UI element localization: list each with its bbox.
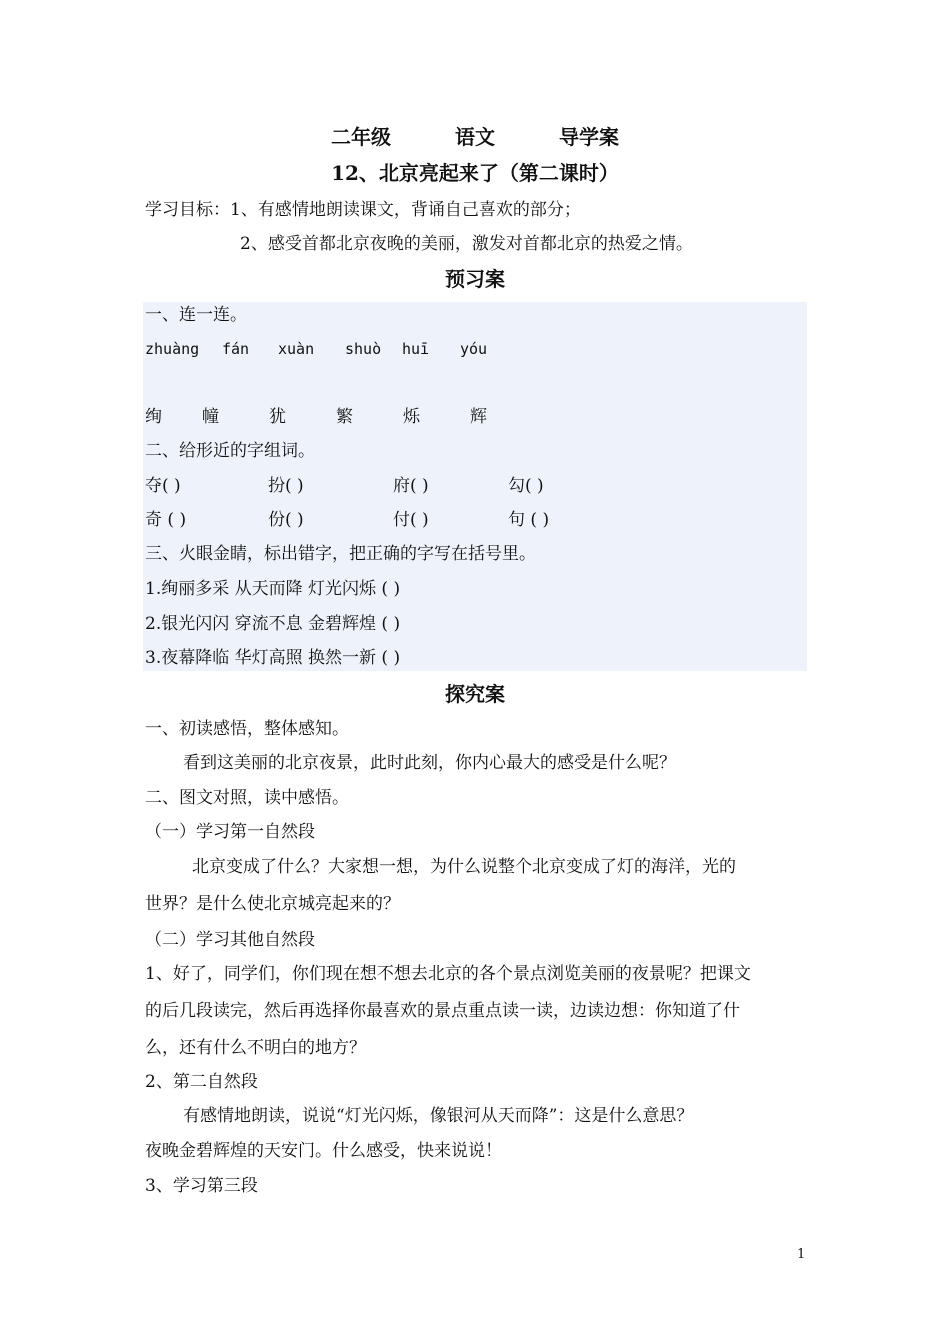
paragraph-text: 有感情地朗读，说说“灯光闪烁，像银河从天而降”：这是什么意思？: [183, 1106, 694, 1126]
word-blank: 奇 ( ): [145, 510, 187, 530]
pinyin-item: zhuàng: [145, 340, 200, 358]
word-blank: 付( ): [393, 510, 429, 530]
objectives-label: 学习目标：: [145, 200, 230, 220]
paragraph-text: 世界？是什么使北京城亮起来的？: [145, 894, 400, 914]
pinyin-item: shuò: [345, 340, 382, 358]
q2-heading: 二、给形近的字组词。: [145, 441, 315, 461]
word-blank: 份( ): [268, 510, 304, 530]
paragraph-text: 1、好了，同学们，你们现在想不想去北京的各个景点浏览美丽的夜景呢？把课文: [145, 964, 751, 984]
document-header: [0, 124, 950, 150]
paragraph-text: 看到这美丽的北京夜景，此时此刻，你内心最大的感受是什么呢？: [183, 753, 676, 773]
subsection-heading: 2、第二自然段: [145, 1072, 258, 1092]
paragraph-text: 北京变成了什么？大家想一想，为什么说整个北京变成了灯的海洋，光的: [192, 857, 736, 877]
subsection-heading: （二）学习其他自然段: [145, 930, 315, 950]
q3-heading: 三、火眼金睛，标出错字，把正确的字写在括号里。: [145, 544, 536, 564]
objective-item: 2、感受首都北京夜晚的美丽，激发对首都北京的热爱之情。: [240, 234, 693, 254]
subject-label: 语文: [455, 125, 495, 149]
lesson-title: 12、北京亮起来了（第二课时）: [331, 161, 619, 185]
pinyin-item: yóu: [460, 340, 488, 358]
page-number: 1: [797, 1247, 806, 1262]
paragraph-text: 夜晚金碧辉煌的天安门。什么感受，快来说说！: [145, 1141, 502, 1161]
word-blank: 句 ( ): [508, 510, 550, 530]
section-heading: 二、图文对照，读中感悟。: [145, 788, 349, 808]
word-blank: 扮( ): [268, 476, 304, 496]
q3-item: 1.绚丽多采 从天而降 灯光闪烁 ( ): [145, 579, 401, 599]
char-item: 犹: [269, 407, 286, 427]
paragraph-text: 么，还有什么不明白的地方？: [145, 1038, 366, 1058]
char-item: 辉: [470, 407, 487, 427]
explore-title: 探究案: [445, 682, 505, 706]
preview-title: 预习案: [445, 267, 505, 291]
pinyin-item: xuàn: [278, 340, 315, 358]
subsection-heading: （一）学习第一自然段: [145, 822, 315, 842]
objective-item: 1、有感情地朗读课文，背诵自己喜欢的部分；: [230, 200, 581, 220]
pinyin-item: huī: [402, 340, 430, 358]
char-item: 繁: [336, 407, 353, 427]
section-heading: 一、初读感悟，整体感知。: [145, 719, 349, 739]
doc-type-label: 导学案: [559, 125, 619, 149]
pinyin-item: fán: [222, 340, 250, 358]
subsection-heading: 3、学习第三段: [145, 1176, 258, 1196]
char-item: 绚: [145, 407, 162, 427]
objectives-line-1: [145, 199, 581, 221]
word-blank: 夺( ): [145, 476, 181, 496]
char-item: 幢: [202, 407, 219, 427]
word-blank: 勾( ): [508, 476, 544, 496]
grade-label: 二年级: [331, 125, 391, 149]
paragraph-text: 的后几段读完，然后再选择你最喜欢的景点重点读一读，边读边想：你知道了什: [145, 1001, 740, 1021]
char-item: 烁: [403, 407, 420, 427]
word-blank: 府( ): [393, 476, 429, 496]
q3-item: 3.夜幕降临 华灯高照 换然一新 ( ): [145, 648, 401, 668]
q1-heading: 一、连一连。: [145, 305, 247, 325]
q3-item: 2.银光闪闪 穿流不息 金碧辉煌 ( ): [145, 614, 401, 634]
